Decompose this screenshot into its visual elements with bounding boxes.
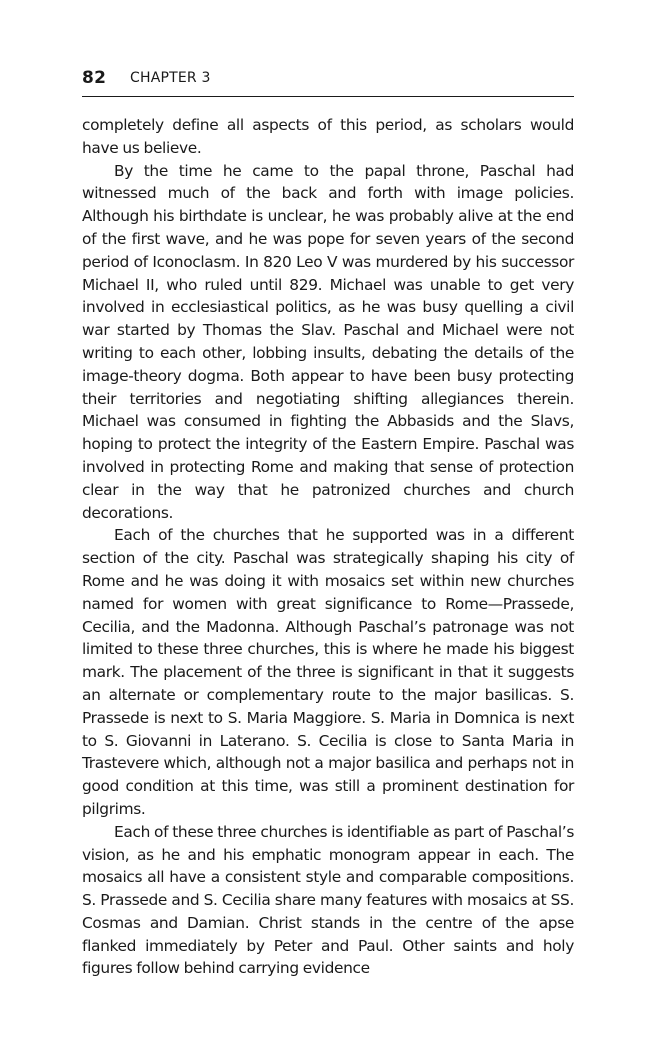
- body-text: [82, 114, 574, 980]
- paragraph-continuation: completely define all aspects of this period, as scholars would have us believe.: [82, 116, 574, 157]
- paragraph: Each of these three churches is identifiable as part of Paschal’s vision, as he and his emphatic monogram appear in each. The mosaics all have a consistent style and comparable compositions. S. Prassede and S. Cecilia share many features with mosaics at SS. Cosmas and Damian. Christ stands in the centre of the apse flanked immediately by Peter and Paul. Other saints and holy figures follow behind carrying evidence: [82, 822, 574, 978]
- paragraph: By the time he came to the papal throne, Paschal had witnessed much of the back and forth with image policies. Although his birthdate is unclear, he was probably alive at the end of the first wave, and he was pope for seven years of the second period of Iconoclasm. In 820 Leo V was murdered by his successor Michael II, who ruled until 829. Michael was unable to get very involved in ecclesiastical politics, as he was busy quelling a civil war started by Thomas the Slav. Paschal and Michael were not writing to each other, lobbing insults, debating the details of the image-theory dogma. Both appear to have been busy protecting their territories and negotiating shifting allegiances therein. Michael was consumed in fighting the Abbasids and the Slavs, hoping to protect the integrity of the Eastern Empire. Paschal was involved in protecting Rome and making that sense of protection clear in the way that he patronized churches and church decorations.: [82, 161, 574, 522]
- running-head: [82, 68, 574, 97]
- page-number: 82: [82, 68, 107, 88]
- paragraph: Each of the churches that he supported was in a different section of the city. Paschal was strategically shaping his city of Rome and he was doing it with mosaics set within new churches named for women with great significance to Rome—Prassede, Cecilia, and the Madonna. Although Paschal’s patronage was not limited to these three churches, this is where he made his biggest mark. The placement of the three is significant in that it suggests an alternate or complementary route to the major basilicas. S. Prassede is next to S. Maria Maggiore. S. Maria in Domnica is next to S. Giovanni in Laterano. S. Cecilia is close to Santa Maria in Trastevere which, although not a major basilica and perhaps not in good condition at this time, was still a prominent destination for pilgrims.: [82, 526, 574, 818]
- chapter-label: CHAPTER 3: [130, 70, 211, 86]
